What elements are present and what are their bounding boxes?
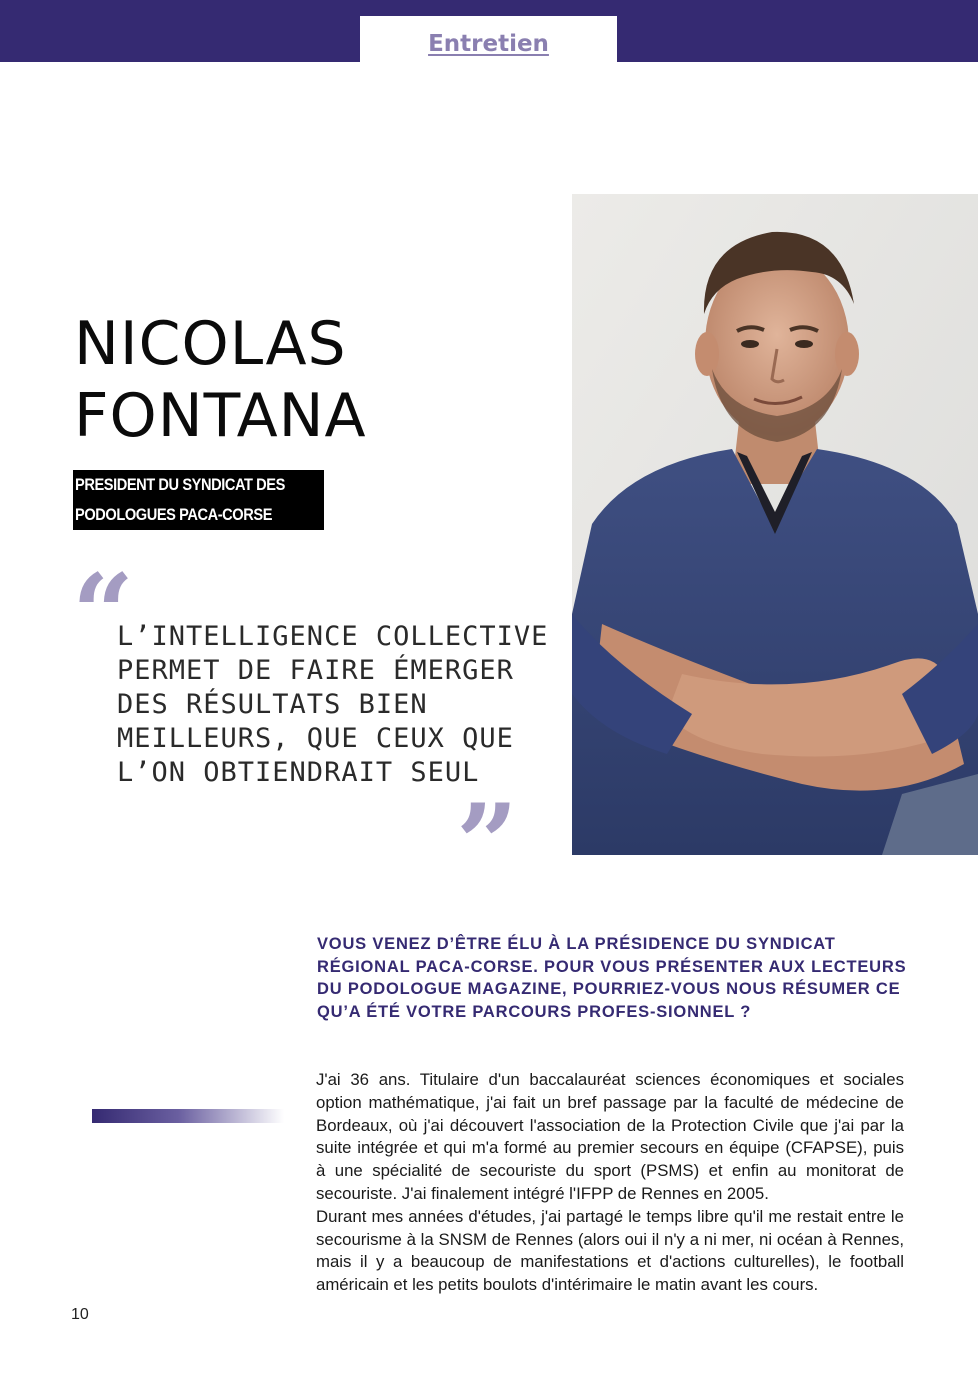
last-name: FONTANA bbox=[74, 381, 367, 451]
open-quote-icon: “ bbox=[72, 551, 135, 677]
decorative-gradient-bar bbox=[92, 1109, 284, 1123]
interview-question: VOUS VENEZ D’ÊTRE ÉLU À LA PRÉSIDENCE DU SYNDICAT RÉGIONAL PACA-CORSE. POUR VOUS PRÉSENTER AUX LECTEURS DU PODOLOGUE MAGAZINE, POURRIEZ-VOUS NOUS RÉSUMER CE QU’A ÉTÉ VOTRE PARCOURS PROFES-SIONNEL ? bbox=[317, 935, 907, 1021]
section-label: Entretien bbox=[428, 31, 549, 57]
quote-line: PERMET DE FAIRE ÉMERGER bbox=[117, 655, 514, 686]
role-line-2: PODOLOGUES PACA-CORSE bbox=[75, 505, 273, 524]
page-number: 10 bbox=[71, 1306, 89, 1323]
quote-line: DES RÉSULTATS BIEN bbox=[117, 689, 428, 720]
close-quote-icon: ” bbox=[456, 781, 519, 907]
quote-line: L’ON OBTIENDRAIT SEUL bbox=[117, 757, 480, 788]
section-tab bbox=[360, 16, 617, 62]
answer-paragraph-2: Durant mes années d'études, j'ai partagé le temps libre qu'il me restait entre le secourisme à la SNSM de Rennes (alors oui il n'y a ni mer, ni océan à Rennes, mais il y a beaucoup de manifestations et d'actions culturelles), le football américain et les petits boulots d'intérimaire le matin avant les cours. bbox=[316, 1206, 904, 1295]
pull-quote bbox=[117, 620, 557, 790]
portrait-photo bbox=[572, 194, 978, 855]
quote-line: MEILLEURS, QUE CEUX QUE bbox=[117, 723, 514, 754]
first-name: NICOLAS bbox=[74, 309, 347, 379]
role-line-1: PRESIDENT DU SYNDICAT DES bbox=[75, 475, 285, 494]
quote-line: L’INTELLIGENCE COLLECTIVE bbox=[117, 621, 549, 652]
interview-answer bbox=[316, 1069, 904, 1297]
answer-paragraph-1: J'ai 36 ans. Titulaire d'un baccalauréat sciences économiques et sociales option mathématique, j'ai fait un bref passage par la faculté de médecine de Bordeaux, où j'ai découvert l'association de la Protection Civile que j'ai par la suite intégrée et qui m'a formé au premier secours en équipe (CFAPSE), puis à une spécialité de secouriste du sport (PSMS) et enfin au monitorat de secouriste. J'ai finalement intégré l'IFPP de Rennes en 2005. bbox=[316, 1070, 904, 1203]
person-name bbox=[74, 308, 367, 452]
role-badge bbox=[73, 470, 324, 530]
portrait-illustration bbox=[572, 194, 978, 855]
